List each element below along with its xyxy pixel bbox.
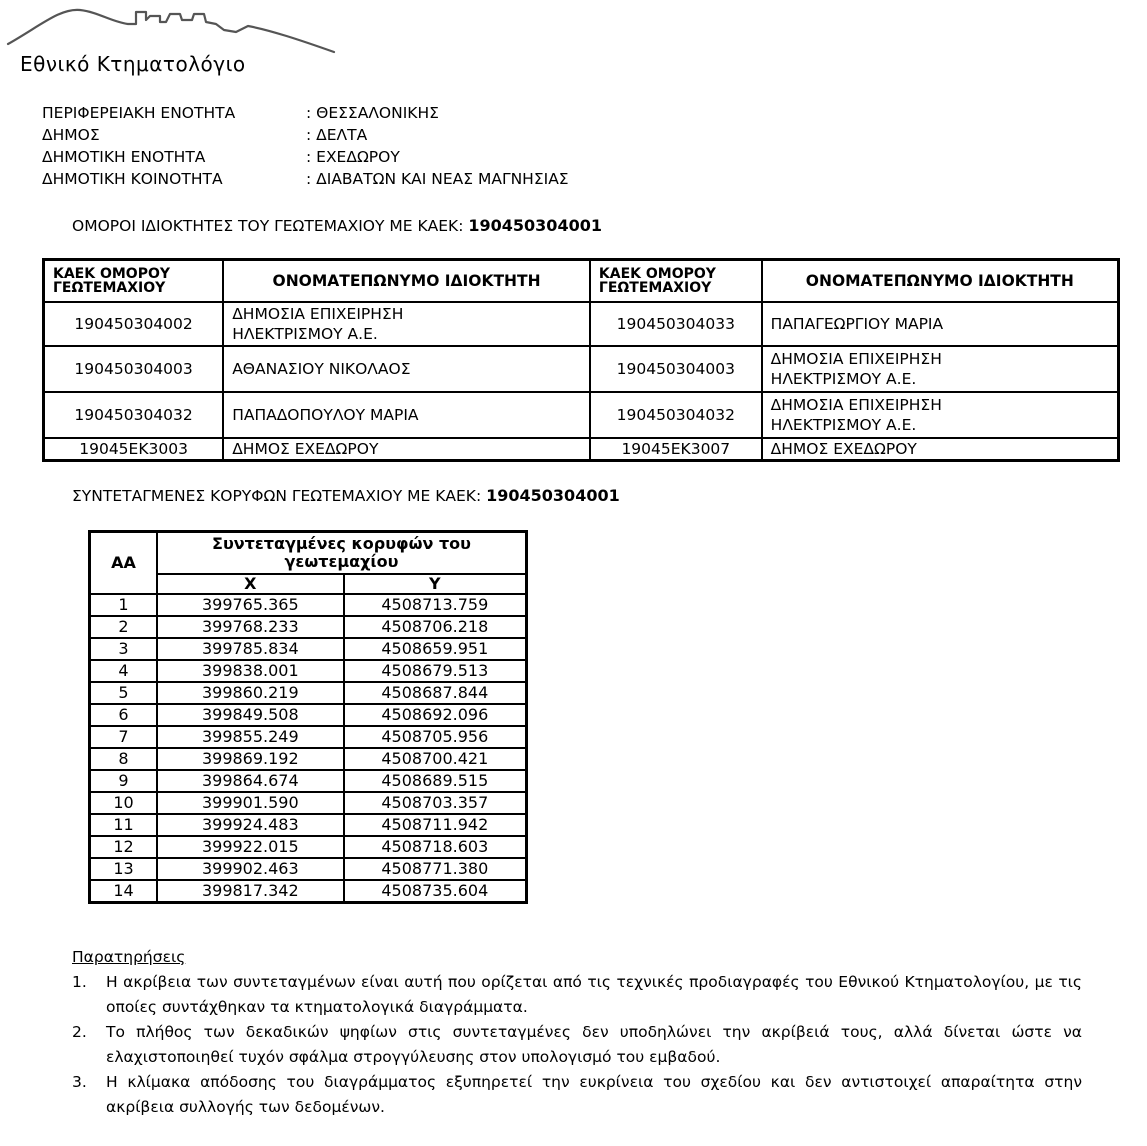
kaek-cell: 19045ΕΚ3003 [44,438,224,461]
table-row [44,392,1119,438]
y-cell: 4508718.603 [344,836,527,858]
x-cell: 399855.249 [157,726,344,748]
y-cell: 4508735.604 [344,880,527,903]
aa-cell: 3 [90,638,158,660]
note-number: 1. [72,973,87,991]
y-cell: 4508703.357 [344,792,527,814]
col-header-x: X [157,574,344,594]
y-cell: 4508705.956 [344,726,527,748]
note-text: Η κλίμακα απόδοσης του διαγράμματος εξυπηρετεί την ευκρίνεια του σχεδίου και δεν αντιστοιχεί απαραίτητα στην ακρίβεια συλλογής των δεδομένων. [106,1073,1082,1116]
table-row [90,594,527,616]
aa-cell: 11 [90,814,158,836]
note-text: Το πλήθος των δεκαδικών ψηφίων στις συντεταγμένες δεν υποδηλώνει την ακρίβειά τους, αλλά δίνεται ώστε να ελαχιστοποιηθεί τυχόν σφάλμα στρογγύλευσης στον υπολογισμό του εμβαδού. [106,1023,1082,1066]
logo-text: Εθνικό Κτηματολόγιο [20,52,246,76]
mountain-skyline-icon [0,0,340,60]
neighbors-kaek: 190450304001 [468,216,602,235]
aa-cell: 2 [90,616,158,638]
info-value: : ΔΕΛΤΑ [306,126,368,144]
table-row [90,770,527,792]
y-cell: 4508689.515 [344,770,527,792]
notes-title: Παρατηρήσεις [72,948,186,966]
aa-cell: 6 [90,704,158,726]
info-municipal-unit [42,146,400,168]
owner-cell: ΔΗΜΟΣΙΑ ΕΠΙΧΕΙΡΗΣΗ ΗΛΕΚΤΡΙΣΜΟΥ Α.Ε. [762,392,1119,438]
x-cell: 399901.590 [157,792,344,814]
table-row [44,438,1119,461]
neighbors-table [42,258,1120,462]
info-community [42,168,569,190]
col-header-owner: ΟΝΟΜΑΤΕΠΩΝΥΜΟ ΙΔΙΟΚΤΗΤΗ [223,260,590,303]
info-label: ΔΗΜΟΤΙΚΗ ΚΟΙΝΟΤΗΤΑ [42,170,223,188]
owner-cell: ΔΗΜΟΣ ΕΧΕΔΩΡΟΥ [762,438,1119,461]
coordinates-kaek: 190450304001 [486,486,620,505]
info-regional-unit [42,102,439,124]
aa-cell: 12 [90,836,158,858]
y-cell: 4508679.513 [344,660,527,682]
info-value: : ΕΧΕΔΩΡΟΥ [306,148,400,166]
table-row [44,302,1119,346]
aa-cell: 9 [90,770,158,792]
table-row [90,814,527,836]
table-row [90,638,527,660]
owner-cell: ΑΘΑΝΑΣΙΟΥ ΝΙΚΟΛΑΟΣ [223,346,590,392]
table-row [90,858,527,880]
aa-cell: 14 [90,880,158,903]
aa-cell: 10 [90,792,158,814]
info-label: ΔΗΜΟΤΙΚΗ ΕΝΟΤΗΤΑ [42,148,206,166]
info-label: ΠΕΡΙΦΕΡΕΙΑΚΗ ΕΝΟΤΗΤΑ [42,104,236,122]
note-number: 2. [72,1023,87,1041]
kaek-cell: 190450304032 [44,392,224,438]
kaek-cell: 190450304032 [590,392,762,438]
cadastre-logo [0,0,340,80]
table-row [90,682,527,704]
neighbors-title-text: ΟΜΟΡΟΙ ΙΔΙΟΚΤΗΤΕΣ ΤΟΥ ΓΕΩΤΕΜΑΧΙΟΥ ΜΕ ΚΑΕΚ: [72,217,464,235]
y-cell: 4508706.218 [344,616,527,638]
x-cell: 399902.463 [157,858,344,880]
info-value: : ΔΙΑΒΑΤΩΝ ΚΑΙ ΝΕΑΣ ΜΑΓΝΗΣΙΑΣ [306,170,569,188]
owner-cell: ΔΗΜΟΣΙΑ ΕΠΙΧΕΙΡΗΣΗ ΗΛΕΚΤΡΙΣΜΟΥ Α.Ε. [762,346,1119,392]
x-cell: 399860.219 [157,682,344,704]
table-row [90,880,527,903]
x-cell: 399869.192 [157,748,344,770]
col-header-y: Y [344,574,527,594]
y-cell: 4508700.421 [344,748,527,770]
coordinates-table [88,530,528,904]
neighbors-title [72,216,602,235]
notes-list [72,970,1082,1120]
table-row [90,748,527,770]
x-cell: 399765.365 [157,594,344,616]
table-row [90,704,527,726]
y-cell: 4508771.380 [344,858,527,880]
coordinates-title-text: ΣΥΝΤΕΤΑΓΜΕΝΕΣ ΚΟΡΥΦΩΝ ΓΕΩΤΕΜΑΧΙΟΥ ΜΕ ΚΑΕΚ: [72,487,482,505]
x-cell: 399924.483 [157,814,344,836]
x-cell: 399768.233 [157,616,344,638]
note-item [72,970,1082,1020]
x-cell: 399785.834 [157,638,344,660]
kaek-cell: 190450304003 [44,346,224,392]
y-cell: 4508692.096 [344,704,527,726]
y-cell: 4508659.951 [344,638,527,660]
aa-cell: 7 [90,726,158,748]
y-cell: 4508713.759 [344,594,527,616]
coordinates-title [72,486,620,505]
y-cell: 4508687.844 [344,682,527,704]
col-header-kaek: ΚΑΕΚ ΟΜΟΡΟΥ ΓΕΩΤΕΜΑΧΙΟΥ [44,260,224,303]
col-header-coordinates: Συντεταγμένες κορυφών του γεωτεμαχίου [157,532,527,575]
aa-cell: 8 [90,748,158,770]
table-header-row [90,532,527,575]
owner-cell: ΔΗΜΟΣ ΕΧΕΔΩΡΟΥ [223,438,590,461]
table-row [90,792,527,814]
note-number: 3. [72,1073,87,1091]
x-cell: 399838.001 [157,660,344,682]
table-row [90,726,527,748]
col-header-kaek: ΚΑΕΚ ΟΜΟΡΟΥ ΓΕΩΤΕΜΑΧΙΟΥ [590,260,762,303]
owner-cell: ΔΗΜΟΣΙΑ ΕΠΙΧΕΙΡΗΣΗ ΗΛΕΚΤΡΙΣΜΟΥ Α.Ε. [223,302,590,346]
table-row [90,660,527,682]
table-row [90,836,527,858]
table-row [90,616,527,638]
y-cell: 4508711.942 [344,814,527,836]
col-header-aa: ΑΑ [90,532,158,595]
x-cell: 399849.508 [157,704,344,726]
kaek-cell: 190450304002 [44,302,224,346]
info-label: ΔΗΜΟΣ [42,126,100,144]
note-item [72,1020,1082,1070]
kaek-cell: 190450304003 [590,346,762,392]
aa-cell: 5 [90,682,158,704]
x-cell: 399864.674 [157,770,344,792]
x-cell: 399922.015 [157,836,344,858]
table-row [44,346,1119,392]
note-text: Η ακρίβεια των συντεταγμένων είναι αυτή που ορίζεται από τις τεχνικές προδιαγραφές του Εθνικού Κτηματολογίου, με τις οποίες συντάχθηκαν τα κτηματολογικά διαγράμματα. [106,973,1082,1016]
aa-cell: 1 [90,594,158,616]
aa-cell: 4 [90,660,158,682]
note-item [72,1070,1082,1120]
kaek-cell: 190450304033 [590,302,762,346]
x-cell: 399817.342 [157,880,344,903]
info-value: : ΘΕΣΣΑΛΟΝΙΚΗΣ [306,104,439,122]
info-municipality [42,124,367,146]
kaek-cell: 19045ΕΚ3007 [590,438,762,461]
table-header-row [44,260,1119,303]
owner-cell: ΠΑΠΑΔΟΠΟΥΛΟΥ ΜΑΡΙΑ [223,392,590,438]
aa-cell: 13 [90,858,158,880]
col-header-owner: ΟΝΟΜΑΤΕΠΩΝΥΜΟ ΙΔΙΟΚΤΗΤΗ [762,260,1119,303]
owner-cell: ΠΑΠΑΓΕΩΡΓΙΟΥ ΜΑΡΙΑ [762,302,1119,346]
